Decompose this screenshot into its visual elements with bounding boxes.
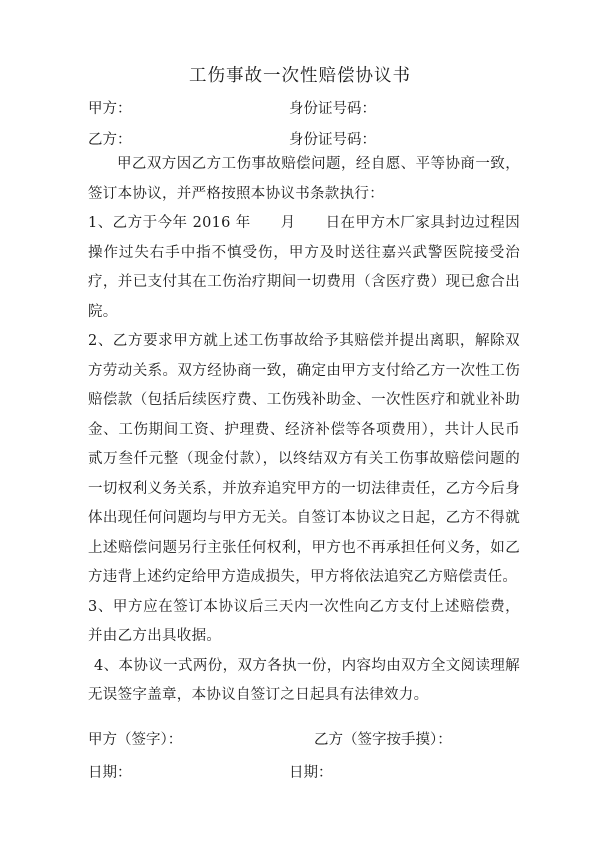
clause-4: 4、本协议一式两份，双方各执一份，内容均由双方全文阅读理解无误签字盖章，本协议自签订之日起具有法律效力。 — [88, 657, 520, 703]
party-a-label: 甲方： — [88, 101, 132, 117]
party-b-label: 乙方： — [88, 132, 132, 148]
clause-3: 3、甲方应在签订本协议后三天内一次性向乙方支付上述赔偿费，并由乙方出具收据。 — [88, 598, 520, 644]
intro-paragraph: 甲乙双方因乙方工伤事故赔偿问题，经自愿、平等协商一致，签订本协议，并严格按照本协议书条款执行： — [88, 156, 520, 202]
clause-1: 1、乙方于今年 2016 年 月 日在甲方木厂家具封边过程因操作过失右手中指不慎受伤，甲方及时送往嘉兴武警医院接受治疗，并已支付其在工伤治疗期间一切费用（含医疗费）现已愈合出院。 — [88, 215, 520, 320]
agreement-body — [88, 150, 520, 711]
party-b-date-label: 日期： — [289, 765, 333, 781]
party-a-signature-label: 甲方（签字）： — [88, 732, 183, 748]
party-b-signature-label: 乙方（签字按手摸）： — [314, 732, 452, 748]
clause-2: 2、乙方要求甲方就上述工伤事故给予其赔偿并提出离职，解除双方劳动关系。双方经协商一致，确定由甲方支付给乙方一次性工伤赔偿款（包括后续医疗费、工伤残补助金、一次性医疗和就业补助金、工伤期间工资、护理费、经济补偿等各项费用），共计人民币贰万叁仟元整（现金付款），以终结双方有关工伤事故赔偿问题的一切权利义务关系，并放弃追究甲方的一切法律责任，乙方今后身体出现任何问题均与甲方无关。自签订本协议之日起，乙方不得就上述赔偿问题另行主张任何权利，甲方也不再承担任何义务，如乙方违背上述约定给甲方造成损失，甲方将依法追究乙方赔偿责任。 — [88, 333, 520, 585]
party-a-date-label: 日期： — [88, 765, 132, 781]
party-b-id-label: 身份证号码： — [289, 132, 376, 148]
party-a-id-label: 身份证号码： — [289, 101, 376, 117]
document-title: 工伤事故一次性赔偿协议书 — [189, 66, 411, 86]
